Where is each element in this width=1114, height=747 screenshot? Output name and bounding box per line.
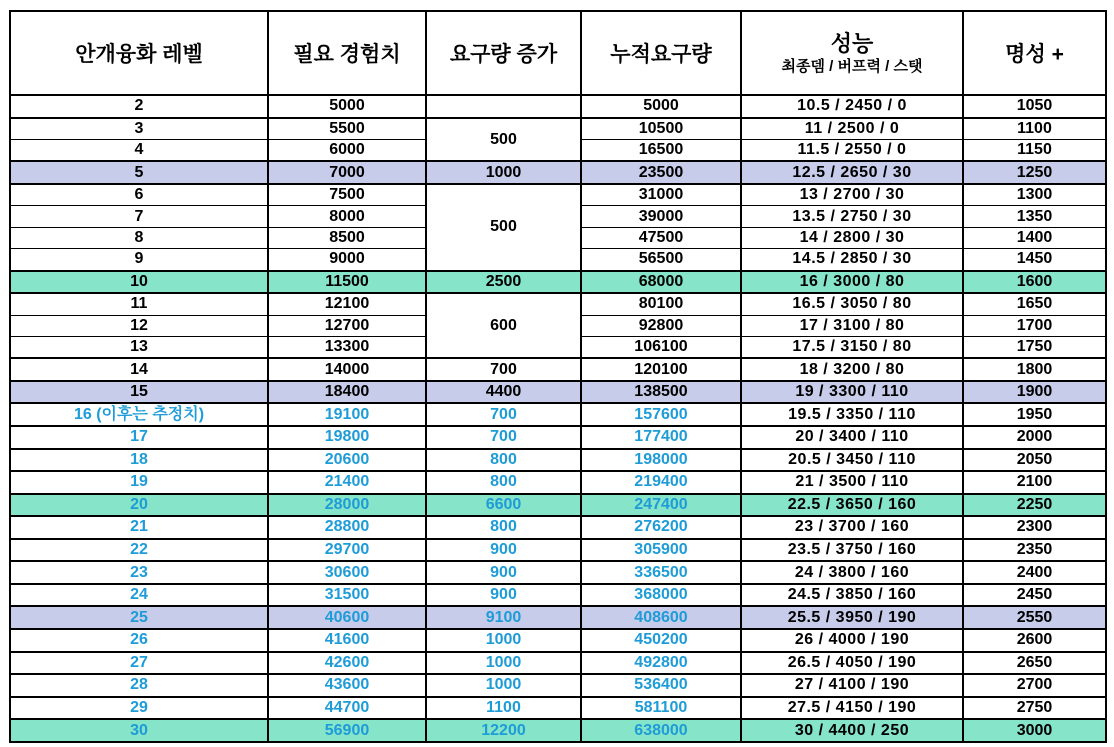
col-header-perf-subtitle: 최종뎀 / 버프력 / 스탯 <box>781 58 923 75</box>
cell-cum: 31000 <box>581 184 741 206</box>
cell-perf: 23.5 / 3750 / 160 <box>741 539 963 562</box>
cell-inc: 1000 <box>426 629 581 652</box>
cell-fame: 2550 <box>963 606 1106 629</box>
cell-inc: 1000 <box>426 652 581 675</box>
cell-cum: 92800 <box>581 315 741 336</box>
cell-fame: 2250 <box>963 494 1106 517</box>
cell-perf: 16 / 3000 / 80 <box>741 271 963 294</box>
cell-inc: 800 <box>426 449 581 472</box>
cell-level: 17 <box>10 426 268 449</box>
cell-perf: 27.5 / 4150 / 190 <box>741 697 963 720</box>
col-header-exp: 필요 경험치 <box>268 11 426 95</box>
table-row <box>10 118 1106 140</box>
cell-exp: 12700 <box>268 315 426 336</box>
cell-inc <box>426 95 581 118</box>
table-row <box>10 697 1106 720</box>
cell-exp: 18400 <box>268 381 426 404</box>
cell-cum: 536400 <box>581 674 741 697</box>
cell-level: 28 <box>10 674 268 697</box>
header-row <box>10 11 1106 95</box>
table-header <box>10 11 1106 95</box>
cell-exp: 28800 <box>268 516 426 539</box>
cell-cum: 492800 <box>581 652 741 675</box>
cell-fame: 2450 <box>963 584 1106 607</box>
cell-cum: 120100 <box>581 358 741 381</box>
cell-level: 3 <box>10 118 268 140</box>
cell-cum: 47500 <box>581 227 741 248</box>
table-row <box>10 358 1106 381</box>
cell-cum: 408600 <box>581 606 741 629</box>
col-header-fame: 명성 + <box>963 11 1106 95</box>
cell-level: 24 <box>10 584 268 607</box>
cell-level: 9 <box>10 249 268 271</box>
cell-cum: 219400 <box>581 471 741 494</box>
cell-fame: 1300 <box>963 184 1106 206</box>
cell-exp: 31500 <box>268 584 426 607</box>
table-row <box>10 426 1106 449</box>
cell-inc: 2500 <box>426 271 581 294</box>
cell-level: 18 <box>10 449 268 472</box>
cell-fame: 2750 <box>963 697 1106 720</box>
cell-perf: 13 / 2700 / 30 <box>741 184 963 206</box>
table-row <box>10 629 1106 652</box>
table-row <box>10 584 1106 607</box>
cell-fame: 2050 <box>963 449 1106 472</box>
cell-exp: 29700 <box>268 539 426 562</box>
cell-fame: 1250 <box>963 161 1106 184</box>
cell-fame: 2400 <box>963 561 1106 584</box>
col-header-perf-title: 성능 <box>830 30 874 56</box>
cell-exp: 5500 <box>268 118 426 140</box>
cell-exp: 13300 <box>268 336 426 358</box>
cell-cum: 68000 <box>581 271 741 294</box>
cell-exp: 12100 <box>268 293 426 315</box>
cell-fame: 1650 <box>963 293 1106 315</box>
table-row <box>10 293 1106 315</box>
table-row <box>10 539 1106 562</box>
cell-inc: 500 <box>426 118 581 162</box>
cell-perf: 17.5 / 3150 / 80 <box>741 336 963 358</box>
cell-level: 12 <box>10 315 268 336</box>
cell-perf: 22.5 / 3650 / 160 <box>741 494 963 517</box>
cell-level: 29 <box>10 697 268 720</box>
cell-fame: 2000 <box>963 426 1106 449</box>
cell-fame: 1150 <box>963 140 1106 162</box>
cell-fame: 2300 <box>963 516 1106 539</box>
cell-level: 4 <box>10 140 268 162</box>
cell-perf: 20 / 3400 / 110 <box>741 426 963 449</box>
cell-perf: 21 / 3500 / 110 <box>741 471 963 494</box>
cell-cum: 581100 <box>581 697 741 720</box>
cell-level: 21 <box>10 516 268 539</box>
cell-inc: 800 <box>426 471 581 494</box>
cell-inc: 900 <box>426 584 581 607</box>
cell-level: 6 <box>10 184 268 206</box>
cell-fame: 1050 <box>963 95 1106 118</box>
cell-inc: 700 <box>426 358 581 381</box>
cell-exp: 19100 <box>268 403 426 426</box>
cell-fame: 1350 <box>963 206 1106 227</box>
table-row <box>10 95 1106 118</box>
cell-exp: 41600 <box>268 629 426 652</box>
cell-fame: 1700 <box>963 315 1106 336</box>
table-row <box>10 271 1106 294</box>
col-header-level: 안개융화 레벨 <box>10 11 268 95</box>
table-body <box>10 95 1106 742</box>
cell-exp: 8500 <box>268 227 426 248</box>
cell-cum: 56500 <box>581 249 741 271</box>
table-row <box>10 184 1106 206</box>
cell-perf: 14.5 / 2850 / 30 <box>741 249 963 271</box>
cell-perf: 26 / 4000 / 190 <box>741 629 963 652</box>
cell-level: 8 <box>10 227 268 248</box>
cell-cum: 198000 <box>581 449 741 472</box>
table-row <box>10 381 1106 404</box>
cell-perf: 11 / 2500 / 0 <box>741 118 963 140</box>
cell-level: 27 <box>10 652 268 675</box>
cell-exp: 42600 <box>268 652 426 675</box>
fog-fusion-level-table <box>9 10 1107 743</box>
cell-inc: 1100 <box>426 697 581 720</box>
cell-exp: 8000 <box>268 206 426 227</box>
cell-level: 26 <box>10 629 268 652</box>
cell-fame: 1100 <box>963 118 1106 140</box>
cell-level: 10 <box>10 271 268 294</box>
table-row <box>10 561 1106 584</box>
cell-inc: 12200 <box>426 719 581 742</box>
cell-perf: 19.5 / 3350 / 110 <box>741 403 963 426</box>
cell-cum: 16500 <box>581 140 741 162</box>
cell-fame: 3000 <box>963 719 1106 742</box>
cell-level: 11 <box>10 293 268 315</box>
cell-fame: 1950 <box>963 403 1106 426</box>
table-row <box>10 652 1106 675</box>
cell-fame: 2600 <box>963 629 1106 652</box>
cell-perf: 16.5 / 3050 / 80 <box>741 293 963 315</box>
cell-fame: 1400 <box>963 227 1106 248</box>
level-table-container <box>9 10 1107 743</box>
cell-fame: 2700 <box>963 674 1106 697</box>
cell-exp: 7500 <box>268 184 426 206</box>
cell-perf: 14 / 2800 / 30 <box>741 227 963 248</box>
cell-fame: 2350 <box>963 539 1106 562</box>
table-row <box>10 606 1106 629</box>
cell-inc: 800 <box>426 516 581 539</box>
cell-exp: 19800 <box>268 426 426 449</box>
cell-cum: 39000 <box>581 206 741 227</box>
cell-exp: 9000 <box>268 249 426 271</box>
table-row <box>10 674 1106 697</box>
cell-perf: 17 / 3100 / 80 <box>741 315 963 336</box>
cell-cum: 247400 <box>581 494 741 517</box>
cell-inc: 6600 <box>426 494 581 517</box>
cell-fame: 1600 <box>963 271 1106 294</box>
cell-inc: 700 <box>426 426 581 449</box>
cell-level: 19 <box>10 471 268 494</box>
cell-cum: 276200 <box>581 516 741 539</box>
cell-cum: 138500 <box>581 381 741 404</box>
col-header-cum: 누적요구량 <box>581 11 741 95</box>
cell-inc: 900 <box>426 539 581 562</box>
cell-level: 22 <box>10 539 268 562</box>
cell-cum: 10500 <box>581 118 741 140</box>
cell-inc: 600 <box>426 293 581 358</box>
table-row <box>10 449 1106 472</box>
cell-inc: 500 <box>426 184 581 271</box>
cell-perf: 24.5 / 3850 / 160 <box>741 584 963 607</box>
cell-cum: 5000 <box>581 95 741 118</box>
table-row <box>10 471 1106 494</box>
cell-cum: 157600 <box>581 403 741 426</box>
cell-exp: 6000 <box>268 140 426 162</box>
cell-perf: 27 / 4100 / 190 <box>741 674 963 697</box>
cell-level: 25 <box>10 606 268 629</box>
cell-cum: 638000 <box>581 719 741 742</box>
cell-perf: 13.5 / 2750 / 30 <box>741 206 963 227</box>
cell-cum: 368000 <box>581 584 741 607</box>
cell-fame: 1750 <box>963 336 1106 358</box>
cell-inc: 1000 <box>426 161 581 184</box>
cell-exp: 21400 <box>268 471 426 494</box>
cell-cum: 305900 <box>581 539 741 562</box>
cell-exp: 14000 <box>268 358 426 381</box>
cell-exp: 56900 <box>268 719 426 742</box>
table-row <box>10 403 1106 426</box>
cell-inc: 1000 <box>426 674 581 697</box>
cell-exp: 40600 <box>268 606 426 629</box>
cell-exp: 5000 <box>268 95 426 118</box>
cell-exp: 20600 <box>268 449 426 472</box>
cell-exp: 43600 <box>268 674 426 697</box>
cell-perf: 24 / 3800 / 160 <box>741 561 963 584</box>
cell-exp: 44700 <box>268 697 426 720</box>
cell-inc: 4400 <box>426 381 581 404</box>
cell-fame: 1900 <box>963 381 1106 404</box>
cell-fame: 2100 <box>963 471 1106 494</box>
cell-perf: 18 / 3200 / 80 <box>741 358 963 381</box>
cell-perf: 19 / 3300 / 110 <box>741 381 963 404</box>
cell-fame: 2650 <box>963 652 1106 675</box>
cell-level: 16 (이후는 추정치) <box>10 403 268 426</box>
cell-level: 7 <box>10 206 268 227</box>
cell-perf: 12.5 / 2650 / 30 <box>741 161 963 184</box>
cell-cum: 23500 <box>581 161 741 184</box>
cell-perf: 20.5 / 3450 / 110 <box>741 449 963 472</box>
table-row <box>10 516 1106 539</box>
cell-cum: 336500 <box>581 561 741 584</box>
table-row <box>10 161 1106 184</box>
cell-exp: 30600 <box>268 561 426 584</box>
cell-exp: 28000 <box>268 494 426 517</box>
cell-perf: 10.5 / 2450 / 0 <box>741 95 963 118</box>
cell-level: 30 <box>10 719 268 742</box>
cell-level: 20 <box>10 494 268 517</box>
cell-exp: 7000 <box>268 161 426 184</box>
cell-level: 13 <box>10 336 268 358</box>
cell-perf: 26.5 / 4050 / 190 <box>741 652 963 675</box>
cell-cum: 450200 <box>581 629 741 652</box>
cell-inc: 9100 <box>426 606 581 629</box>
table-row <box>10 494 1106 517</box>
cell-cum: 80100 <box>581 293 741 315</box>
table-row <box>10 719 1106 742</box>
cell-level: 14 <box>10 358 268 381</box>
cell-level: 15 <box>10 381 268 404</box>
cell-cum: 106100 <box>581 336 741 358</box>
cell-exp: 11500 <box>268 271 426 294</box>
cell-level: 23 <box>10 561 268 584</box>
col-header-perf <box>741 11 963 95</box>
cell-perf: 23 / 3700 / 160 <box>741 516 963 539</box>
cell-cum: 177400 <box>581 426 741 449</box>
cell-fame: 1450 <box>963 249 1106 271</box>
cell-inc: 700 <box>426 403 581 426</box>
cell-fame: 1800 <box>963 358 1106 381</box>
cell-perf: 30 / 4400 / 250 <box>741 719 963 742</box>
cell-level: 5 <box>10 161 268 184</box>
cell-perf: 25.5 / 3950 / 190 <box>741 606 963 629</box>
cell-inc: 900 <box>426 561 581 584</box>
cell-perf: 11.5 / 2550 / 0 <box>741 140 963 162</box>
col-header-inc: 요구량 증가 <box>426 11 581 95</box>
cell-level: 2 <box>10 95 268 118</box>
